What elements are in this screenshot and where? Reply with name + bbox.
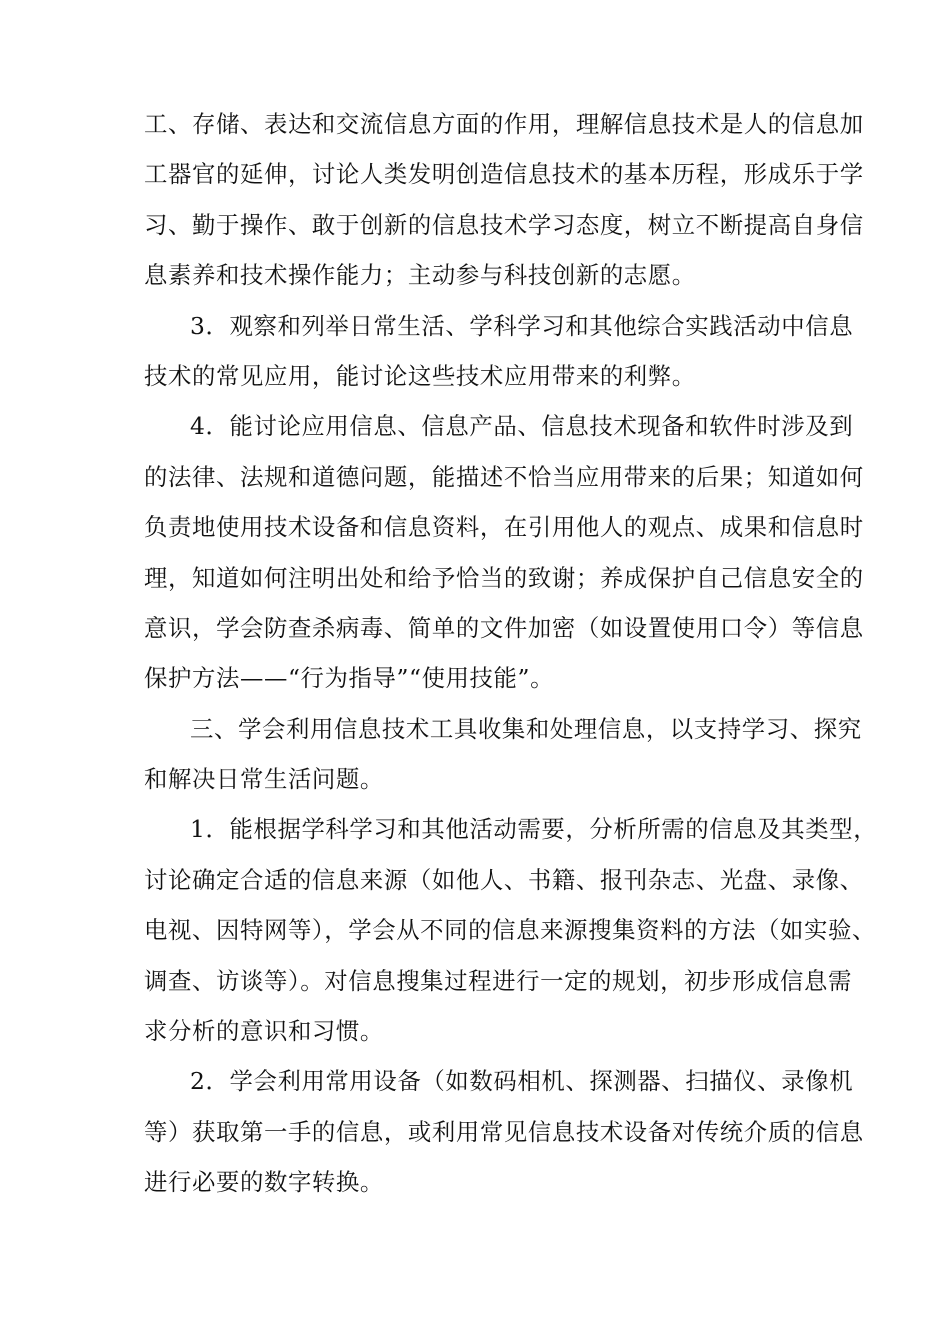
text-line: 的法律、法规和道德问题，能描述不恰当应用带来的后果；知道如何 (144, 462, 864, 491)
text-line: 1．能根据学科学习和其他活动需要，分析所需的信息及其类型， (190, 815, 878, 844)
text-line: 保护方法——“行为指导”“使用技能”。 (144, 664, 555, 693)
text-line: 等）获取第一手的信息，或利用常见信息技术设备对传统介质的信息 (144, 1117, 864, 1146)
text-line: 4．能讨论应用信息、信息产品、信息技术现备和软件时涉及到 (190, 412, 854, 441)
text-line: 讨论确定合适的信息来源（如他人、书籍、报刊杂志、光盘、录像、 (144, 865, 864, 894)
text-line: 技术的常见应用，能讨论这些技术应用带来的利弊。 (144, 361, 696, 390)
text-line: 2．学会利用常用设备（如数码相机、探测器、扫描仪、录像机 (190, 1067, 854, 1096)
text-line: 3．观察和列举日常生活、学科学习和其他综合实践活动中信息 (190, 311, 854, 340)
text-line: 理，知道如何注明出处和给予恰当的致谢；养成保护自己信息安全的 (144, 563, 864, 592)
paragraph (144, 301, 854, 402)
text-line: 息素养和技术操作能力；主动参与科技创新的志愿。 (144, 261, 696, 290)
text-line: 负责地使用技术设备和信息资料，在引用他人的观点、成果和信息时 (144, 513, 864, 542)
text-line: 电视、因特网等），学会从不同的信息来源搜集资料的方法（如实验、 (144, 916, 877, 945)
text-line: 和解决日常生活问题。 (144, 765, 384, 794)
text-line: 三、学会利用信息技术工具收集和处理信息，以支持学习、探究 (190, 714, 862, 743)
paragraph (144, 401, 864, 703)
paragraph (144, 1056, 864, 1207)
text-line: 求分析的意识和习惯。 (144, 1017, 384, 1046)
text-line: 工、存储、表达和交流信息方面的作用，理解信息技术是人的信息加 (144, 110, 864, 138)
text-line: 进行必要的数字转换。 (144, 1168, 384, 1197)
text-line: 意识，学会防查杀病毒、简单的文件加密（如设置使用口令）等信息 (144, 613, 864, 642)
document-body (144, 99, 878, 1208)
text-line: 习、勤于操作、敢于创新的信息技术学习态度，树立不断提高自身信 (144, 210, 864, 239)
text-line: 工器官的延伸，讨论人类发明创造信息技术的基本历程，形成乐于学 (144, 160, 864, 189)
paragraph (144, 704, 862, 805)
text-line: 调查、访谈等）。对信息搜集过程进行一定的规划，初步形成信息需 (144, 966, 853, 995)
paragraph (144, 804, 878, 1056)
paragraph (144, 99, 864, 301)
